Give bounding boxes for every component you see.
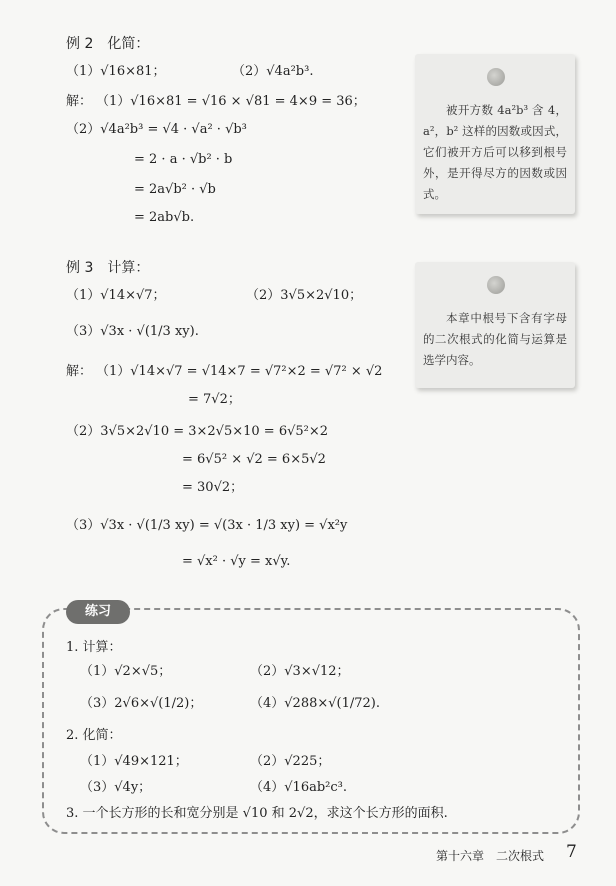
example2-title: 例 2 化简：	[66, 36, 150, 52]
example3-solution-line: （1）√14×√7 = √14×7 = √7²×2 = √7² × √2	[96, 364, 383, 379]
example3-solution-line: = 30√2；	[182, 480, 244, 495]
example3-question-1: （1）√14×√7；	[66, 288, 166, 303]
example2-solution-line: （2）√4a²b³ = √4 · √a² · √b³	[66, 122, 247, 137]
example3-solution-line: = 7√2；	[188, 392, 241, 407]
practice-item: （2）√225；	[250, 754, 331, 769]
example3-question-3: （3）√3x · √(1/3 xy).	[66, 324, 199, 339]
chapter-footer: 第十六章 二次根式	[436, 849, 545, 863]
note-marker-icon	[487, 276, 505, 294]
practice-question-1: 1. 计算：	[66, 640, 122, 655]
practice-item: （1）√49×121；	[80, 754, 188, 769]
example3-solution-line: = √x² · √y = x√y.	[182, 554, 291, 569]
example3-solution-label: 解：	[66, 364, 93, 379]
practice-item: （1）√2×√5；	[80, 664, 172, 679]
practice-box	[42, 608, 580, 834]
side-note-1	[415, 54, 575, 214]
example2-solution-line: = 2 · a · √b² · b	[134, 152, 233, 167]
side-note-1-text: 被开方数 4a²b³ 含 4，a²，b² 这样的因数或因式，它们被开方后可以移到根号外，是开得尽方的因数或因式。	[423, 103, 567, 201]
practice-item: （4）√288×√(1/72).	[250, 696, 381, 711]
example2-solution-line: （1）√16×81 = √16 × √81 = 4×9 = 36；	[96, 94, 366, 109]
practice-item: （4）√16ab²c³.	[250, 780, 348, 795]
practice-question-3: 3. 一个长方形的长和宽分别是 √10 和 2√2，求这个长方形的面积.	[66, 806, 448, 821]
example2-solution-label: 解：	[66, 94, 93, 109]
example2-question-2: （2）√4a²b³.	[232, 64, 314, 79]
practice-question-2: 2. 化简：	[66, 728, 122, 743]
example3-solution-line: （2）3√5×2√10 = 3×2√5×10 = 6√5²×2	[66, 424, 329, 439]
example3-solution-line: （3）√3x · √(1/3 xy) = √(3x · 1/3 xy) = √x²y	[66, 518, 348, 533]
practice-item: （3）√4y；	[80, 780, 152, 795]
example2-solution-line: = 2ab√b.	[134, 210, 195, 225]
practice-item: （3）2√6×√(1/2)；	[80, 696, 203, 711]
example2-solution-line: = 2a√b² · √b	[134, 182, 216, 197]
example3-question-2: （2）3√5×2√10；	[246, 288, 363, 303]
practice-tag: 练习	[66, 600, 130, 624]
page-number: 7	[566, 842, 577, 862]
side-note-2	[415, 262, 575, 388]
practice-item: （2）√3×√12；	[250, 664, 350, 679]
example3-title: 例 3 计算：	[66, 260, 150, 276]
example3-solution-line: = 6√5² × √2 = 6×5√2	[182, 452, 326, 467]
example2-question-1: （1）√16×81；	[66, 64, 166, 79]
side-note-2-text: 本章中根号下含有字母的二次根式的化简与运算是选学内容。	[423, 311, 567, 367]
note-marker-icon	[487, 68, 505, 86]
